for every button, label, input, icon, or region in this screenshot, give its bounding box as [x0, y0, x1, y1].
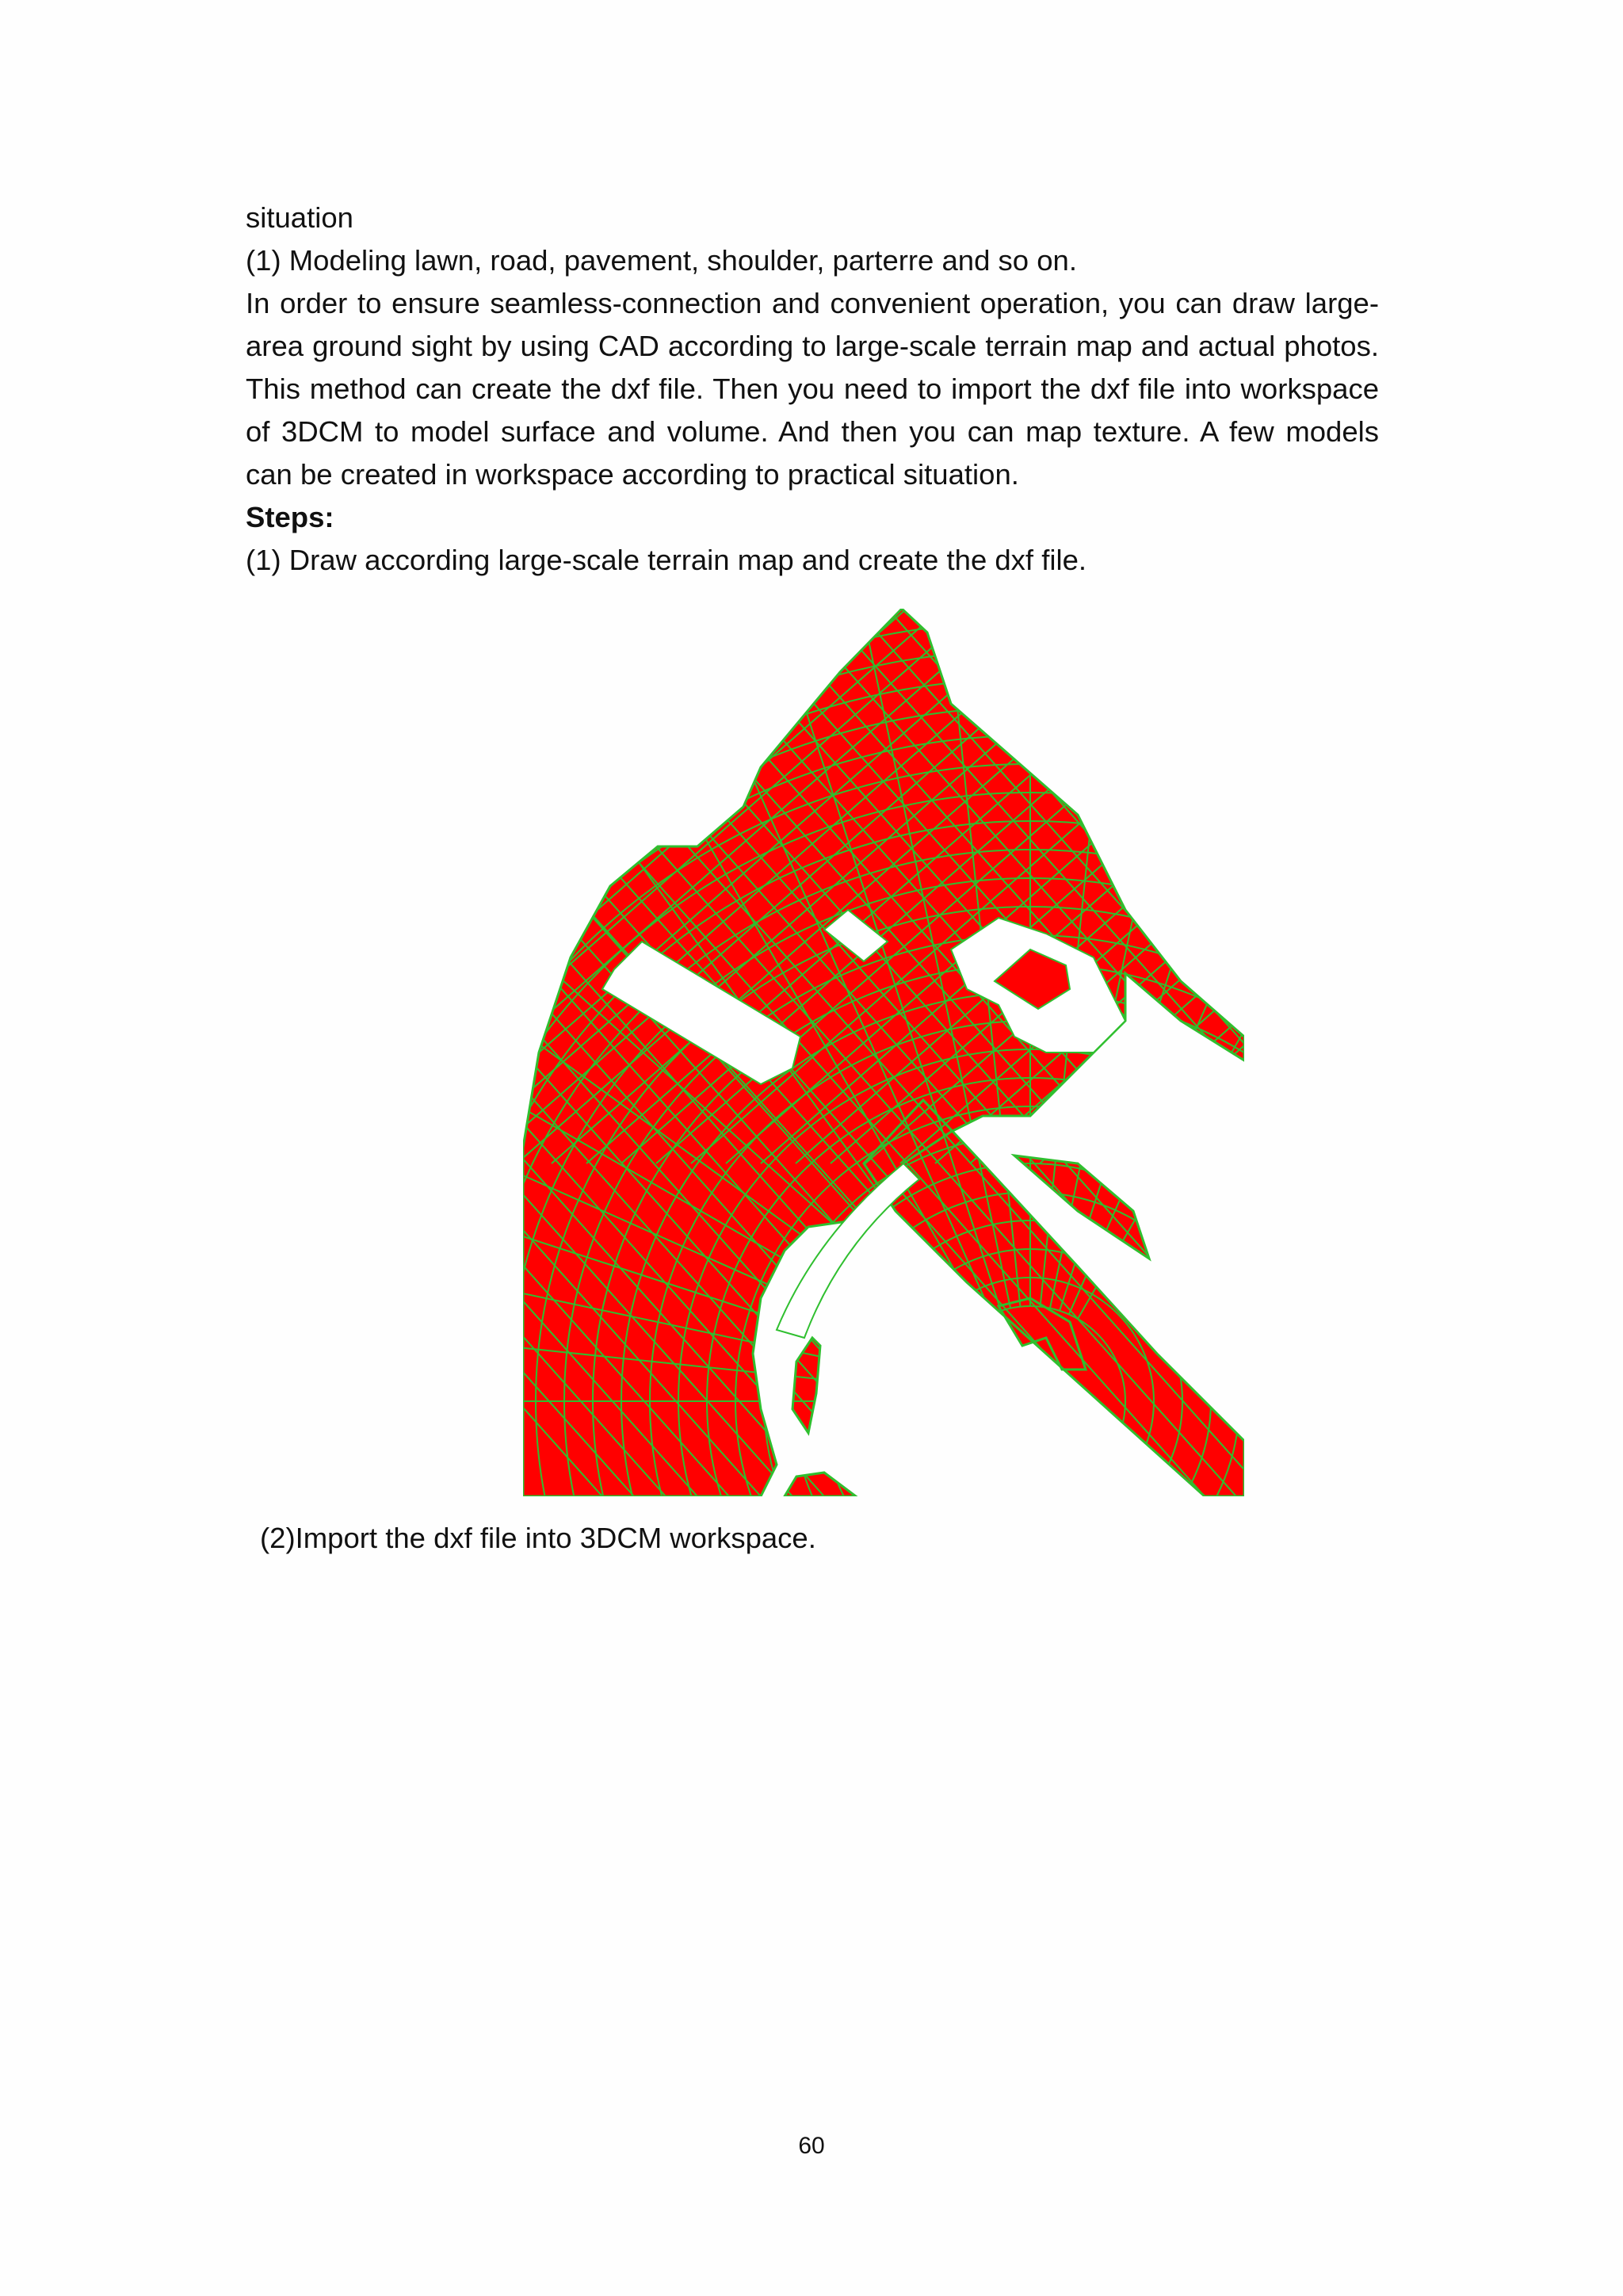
step-1: (1) Draw according large-scale terrain map and create the dxf file.	[246, 544, 1087, 576]
mesh-cross-line	[1144, 609, 1244, 1163]
terrain-mesh	[523, 609, 1244, 1496]
paragraph-description: In order to ensure seamless-connection and convenient operation, you can draw large-area ground sight by using CAD according to large-scale terrain map and actual photos. This method can create the dxf file. Then you need to import the dxf file into workspace of 3DCM to model surface and volume. And then you can map texture. A few models can be created in workspace according to practical situation.	[246, 287, 1379, 491]
terrain-mesh-image	[523, 609, 1244, 1496]
mesh-cross-line	[1214, 609, 1244, 1163]
steps-heading: Steps:	[246, 501, 334, 533]
figure-caption: (2)Import the dxf file into 3DCM workspace.	[260, 1522, 816, 1554]
mesh-fill-area	[523, 609, 1244, 1496]
mesh-cross-line	[1179, 609, 1244, 1163]
terrain-mesh-figure	[523, 609, 1244, 1496]
body-text	[246, 197, 1379, 582]
paragraph-modeling: (1) Modeling lawn, road, pavement, shoulder, parterre and so on.	[246, 244, 1077, 277]
page-number: 60	[798, 2133, 825, 2159]
mesh-cross-line	[1109, 609, 1244, 1163]
paragraph-situation: situation	[246, 201, 353, 234]
